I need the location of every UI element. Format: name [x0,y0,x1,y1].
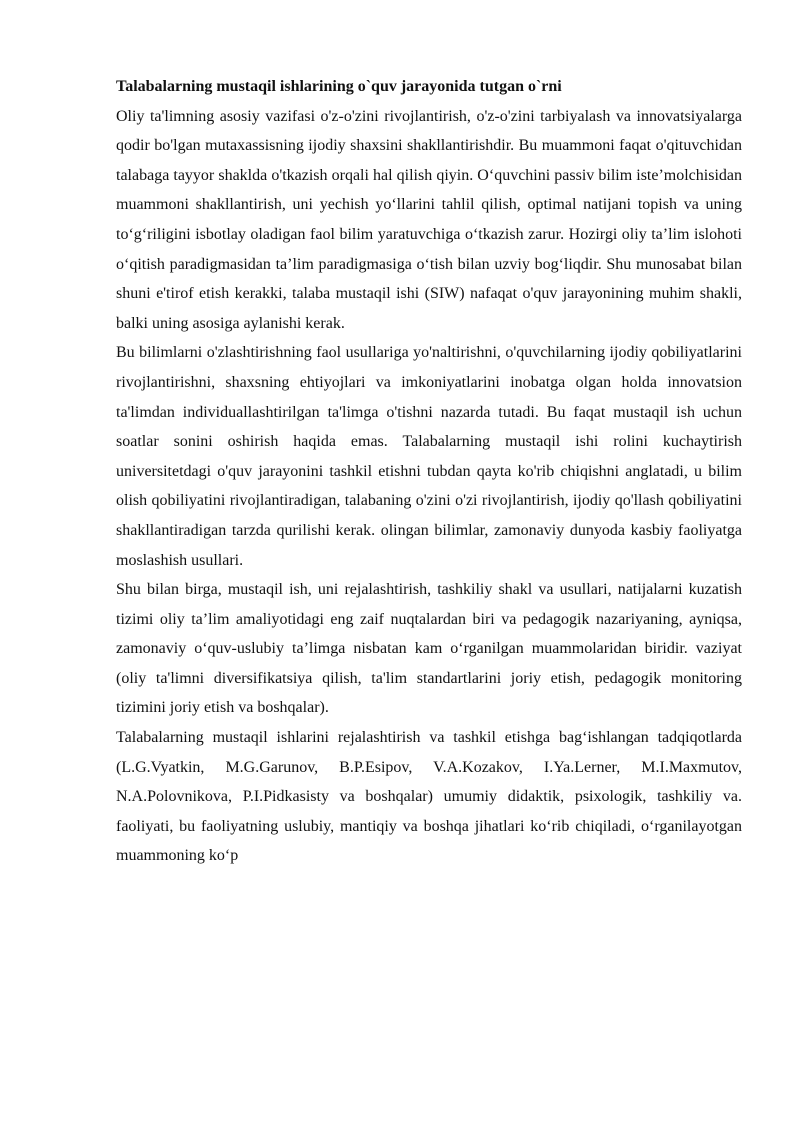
document-title: Talabalarning mustaqil ishlarining o`quv jarayonida tutgan o`rni [116,78,562,95]
paragraph-1: Oliy ta'limning asosiy vazifasi o'z-o'zini rivojlantirish, o'z-o'zini tarbiyalash va innovatsiyalarga qodir bo'lgan mutaxassisning ijodiy shaxsini shakllantirishdir. Bu muammoni faqat o'qituvchidan talabaga tayyor shaklda o'tkazish orqali hal qilish qiyin. O‘quvchini passiv bilim iste’molchisidan muammoni shakllantirish, uni yechish yo‘llarini tahlil qilish, optimal natijani topish va uning to‘g‘riligini isbotlay oladigan faol bilim yaratuvchiga o‘tkazish zarur. Hozirgi oliy ta’lim islohoti o‘qitish paradigmasidan ta’lim paradigmasiga o‘tish bilan uzviy bog‘liqdir. Shu munosabat bilan shuni e'tirof etish kerakki, talaba mustaqil ishi (SIW) nafaqat o'quv jarayonining muhim shakli, balki uning asosiga aylanishi kerak. [116,107,742,332]
paragraph-3: Shu bilan birga, mustaqil ish, uni rejalashtirish, tashkiliy shakl va usullari, natijalarni kuzatish tizimi oliy ta’lim amaliyotidagi eng zaif nuqtalardan biri va pedagogik nazariyaning, ayniqsa, zamonaviy o‘quv-uslubiy ta’limga nisbatan kam o‘rganilgan muammolaridan biridir. vaziyat (oliy ta'limni diversifikatsiya qilish, ta'lim standartlarini joriy etish, pedagogik monitoring tizimini joriy etish va boshqalar). [116,581,742,717]
document-page [116,72,742,871]
paragraph-4: Talabalarning mustaqil ishlarini rejalashtirish va tashkil etishga bag‘ishlangan tadqiqotlarda (L.G.Vyatkin, M.G.Garunov, B.P.Esipov, V.A.Kozakov, I.Ya.Lerner, M.I.Maxmutov, N.A.Polovnikova, P.I.Pidkasisty va boshqalar) umumiy didaktik, psixologik, tashkiliy va. faoliyati, bu faoliyatning uslubiy, mantiqiy va boshqa jihatlari ko‘rib chiqiladi, o‘rganilayotgan muammoning ko‘p [116,729,742,865]
paragraph-2: Bu bilimlarni o'zlashtirishning faol usullariga yo'naltirishni, o'quvchilarning ijodiy qobiliyatlarini rivojlantirishni, shaxsning ehtiyojlari va imkoniyatlarini inobatga olgan holda innovatsion ta'limdan individuallashtirilgan ta'limga o'tishni nazarda tutadi. Bu faqat mustaqil ish uchun soatlar sonini oshirish haqida emas. Talabalarning mustaqil ishi rolini kuchaytirish universitetdagi o'quv jarayonini tashkil etishni tubdan qayta ko'rib chiqishni anglatadi, u bilim olish qobiliyatini rivojlantiradigan, talabaning o'zini o'zi rivojlantirish, ijodiy qo'llash qobiliyatini shakllantiradigan tarzda qurilishi kerak. olingan bilimlar, zamonaviy dunyoda kasbiy faoliyatga moslashish usullari. [116,344,742,569]
